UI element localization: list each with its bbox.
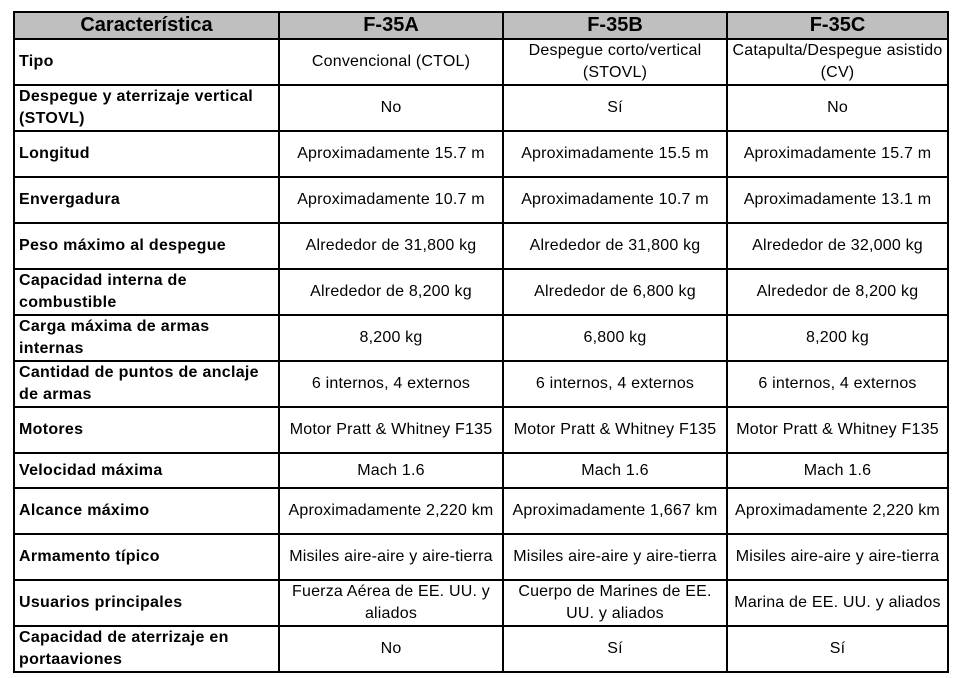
feature-cell: Armamento típico (14, 534, 279, 580)
value-cell-f35c: Aproximadamente 15.7 m (727, 131, 948, 177)
table-row-usuarios (14, 580, 948, 626)
value-cell-f35b: Aproximadamente 15.5 m (503, 131, 727, 177)
feature-cell: Alcance máximo (14, 488, 279, 534)
comparison-table (13, 11, 949, 673)
table-row-peso (14, 223, 948, 269)
value-cell-f35b: Alrededor de 6,800 kg (503, 269, 727, 315)
table-row-combustible (14, 269, 948, 315)
value-cell-f35c: Alrededor de 32,000 kg (727, 223, 948, 269)
value-cell-f35b: 6 internos, 4 externos (503, 361, 727, 407)
feature-cell: Motores (14, 407, 279, 453)
value-cell-f35b: Despegue corto/vertical (STOVL) (503, 39, 727, 85)
feature-cell: Peso máximo al despegue (14, 223, 279, 269)
table-row-velocidad (14, 453, 948, 488)
value-cell-f35c: Aproximadamente 2,220 km (727, 488, 948, 534)
value-cell-f35c: Marina de EE. UU. y aliados (727, 580, 948, 626)
header-feature: Característica (14, 12, 279, 39)
table-row-portaaviones (14, 626, 948, 672)
value-cell-f35c: Alrededor de 8,200 kg (727, 269, 948, 315)
table-row-tipo (14, 39, 948, 85)
value-cell-f35a: Aproximadamente 2,220 km (279, 488, 503, 534)
feature-cell: Envergadura (14, 177, 279, 223)
value-cell-f35b: Alrededor de 31,800 kg (503, 223, 727, 269)
table-row-alcance (14, 488, 948, 534)
value-cell-f35b: Sí (503, 85, 727, 131)
value-cell-f35a: Alrededor de 31,800 kg (279, 223, 503, 269)
value-cell-f35c: Catapulta/Despegue asistido (CV) (727, 39, 948, 85)
feature-cell: Carga máxima de armas internas (14, 315, 279, 361)
feature-cell: Capacidad interna de combustible (14, 269, 279, 315)
value-cell-f35c: 8,200 kg (727, 315, 948, 361)
value-cell-f35a: Convencional (CTOL) (279, 39, 503, 85)
value-cell-f35a: Motor Pratt & Whitney F135 (279, 407, 503, 453)
value-cell-f35a: No (279, 626, 503, 672)
value-cell-f35a: No (279, 85, 503, 131)
table-row-anclaje (14, 361, 948, 407)
header-f35b: F-35B (503, 12, 727, 39)
value-cell-f35b: 6,800 kg (503, 315, 727, 361)
value-cell-f35b: Aproximadamente 1,667 km (503, 488, 727, 534)
value-cell-f35c: Mach 1.6 (727, 453, 948, 488)
value-cell-f35b: Motor Pratt & Whitney F135 (503, 407, 727, 453)
value-cell-f35b: Aproximadamente 10.7 m (503, 177, 727, 223)
value-cell-f35c: Misiles aire-aire y aire-tierra (727, 534, 948, 580)
table-row-carga-armas (14, 315, 948, 361)
value-cell-f35b: Cuerpo de Marines de EE. UU. y aliados (503, 580, 727, 626)
value-cell-f35c: Motor Pratt & Whitney F135 (727, 407, 948, 453)
value-cell-f35a: Mach 1.6 (279, 453, 503, 488)
value-cell-f35b: Sí (503, 626, 727, 672)
feature-cell: Despegue y aterrizaje vertical (STOVL) (14, 85, 279, 131)
feature-cell: Tipo (14, 39, 279, 85)
value-cell-f35a: 6 internos, 4 externos (279, 361, 503, 407)
value-cell-f35a: Misiles aire-aire y aire-tierra (279, 534, 503, 580)
value-cell-f35c: 6 internos, 4 externos (727, 361, 948, 407)
value-cell-f35a: Alrededor de 8,200 kg (279, 269, 503, 315)
table-row-envergadura (14, 177, 948, 223)
feature-cell: Velocidad máxima (14, 453, 279, 488)
feature-cell: Cantidad de puntos de anclaje de armas (14, 361, 279, 407)
value-cell-f35a: Aproximadamente 15.7 m (279, 131, 503, 177)
table-row-longitud (14, 131, 948, 177)
value-cell-f35c: No (727, 85, 948, 131)
table-row-motores (14, 407, 948, 453)
value-cell-f35b: Mach 1.6 (503, 453, 727, 488)
table-row-stovl (14, 85, 948, 131)
feature-cell: Usuarios principales (14, 580, 279, 626)
header-f35c: F-35C (727, 12, 948, 39)
feature-cell: Longitud (14, 131, 279, 177)
value-cell-f35a: 8,200 kg (279, 315, 503, 361)
header-f35a: F-35A (279, 12, 503, 39)
value-cell-f35a: Fuerza Aérea de EE. UU. y aliados (279, 580, 503, 626)
feature-cell: Capacidad de aterrizaje en portaaviones (14, 626, 279, 672)
value-cell-f35c: Sí (727, 626, 948, 672)
value-cell-f35a: Aproximadamente 10.7 m (279, 177, 503, 223)
value-cell-f35c: Aproximadamente 13.1 m (727, 177, 948, 223)
table-row-armamento (14, 534, 948, 580)
header-row (14, 12, 948, 39)
value-cell-f35b: Misiles aire-aire y aire-tierra (503, 534, 727, 580)
